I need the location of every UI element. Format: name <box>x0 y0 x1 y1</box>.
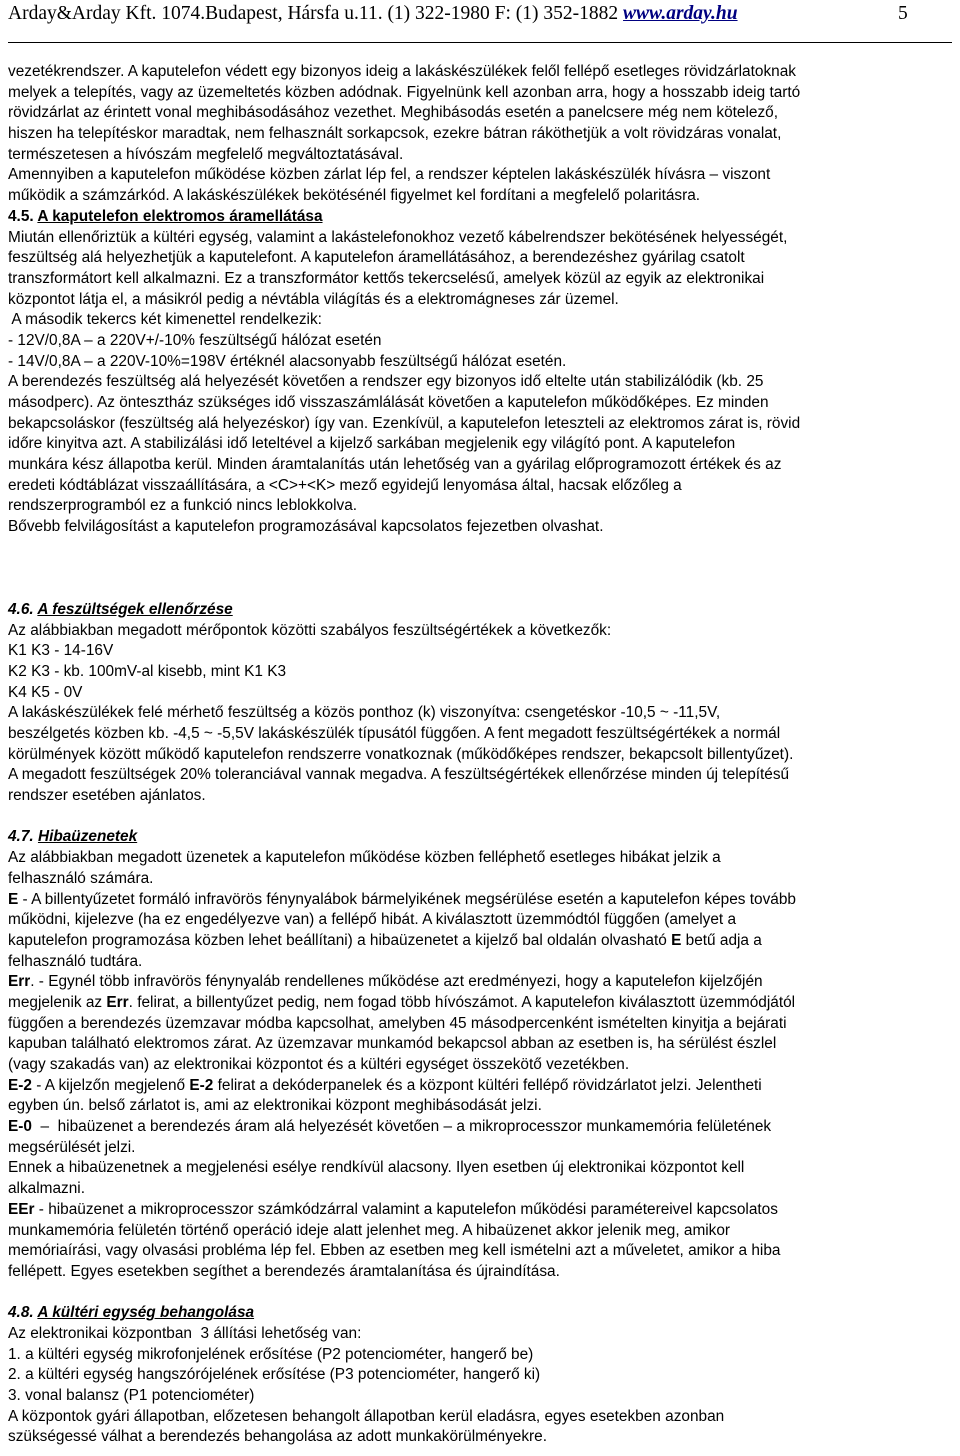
error-eer-line <box>8 1200 952 1221</box>
page-header <box>8 2 952 26</box>
text-line: időre kinyitva azt. A stabilizálási idő leteltével a kijelző sarkában megjelenik egy világító pont. A kaputelefon <box>8 435 736 453</box>
section-heading <box>8 1303 952 1324</box>
text-line: központot látja el, a másikról pedig a névtábla világítás és a elektromágneses zár üzemel. <box>8 290 619 308</box>
text-line: K4 K5 - 0V <box>8 683 83 701</box>
text-line: A második tekercs két kimenettel rendelkezik: <box>8 311 322 329</box>
section-4-5 <box>8 207 952 538</box>
section-number: 4.8. <box>8 1304 38 1322</box>
error-err-line <box>8 972 952 993</box>
text-line: bekapcsoláskor (feszültség alá helyezéskor) így van. Ezenkívül, a kaputelefon leteszteli az elektromos zárat is, rövid <box>8 414 801 432</box>
text-line: Az elektronikai központban 3 állítási lehetőség van: <box>8 1324 362 1342</box>
text-line: függően a berendezés üzemzavar módba kapcsolhat, amelyben 45 másodpercenként ismételten kinyitja a bejárati <box>8 1014 787 1032</box>
text-line: Bővebb felvilágosítást a kaputelefon programozásával kapcsolatos fejezetben olvashat. <box>8 518 604 536</box>
section-title: A kaputelefon elektromos áramellátása <box>37 207 323 225</box>
text-line: K1 K3 - 14-16V <box>8 642 114 660</box>
text-line: alkalmazni. <box>8 1180 85 1198</box>
text-line <box>8 993 952 1014</box>
text-span: – hibaüzenet a berendezés áram alá helyezését követően – a mikroprocesszor munkamemória felületének <box>31 1118 772 1136</box>
text-line: felhasználó számára. <box>8 869 154 887</box>
spacer <box>8 807 952 828</box>
text-line: Ennek a hibaüzenetnek a megjelenési esélye rendkívül alacsony. Ilyen esetben új elektronikai központot kell <box>8 1159 745 1177</box>
text-line: - 12V/0,8A – a 220V+/-10% feszültségű hálózat esetén <box>8 331 382 349</box>
text-line: A berendezés feszültség alá helyezését követően a rendszer egy bizonyos idő eltelte után stabilizálódik (kb. 25 <box>8 373 764 391</box>
text-line: memóriaírási, vagy olvasási probléma lép fel. Ebben az esetben meg kell ismételni azt a műveletet, amikor a hiba <box>8 1242 781 1260</box>
spacer <box>8 579 952 600</box>
text-line: szükségessé válhat a berendezés behangolása az adott munkakörülményekre. <box>8 1428 548 1446</box>
section-number: 4.7. <box>8 828 38 846</box>
text-line: Amennyiben a kaputelefon működése közben zárlat lép fel, a rendszer képtelen lakáskészülék hívásra – viszont <box>8 166 771 184</box>
text-line: vezetékrendszer. A kaputelefon védett egy bizonyos ideig a lakáskészülékek felől fellépő esetleges rövidzárlatoknak <box>8 63 796 80</box>
text-span: . felirat, a billentyűzet pedig, nem fogad több hívószámot. A kaputelefon kiválasztott üzemmódjától <box>128 993 796 1011</box>
intro-paragraph <box>8 62 952 207</box>
document-body <box>8 62 952 1448</box>
text-line: munkára kész állapotba kerül. Minden áramtalanítás után lehetőség van a gyárilag előprogramozott értékek és az <box>8 456 782 474</box>
text-line: hiszen ha telepítéskor maradtak, nem felhasznált sorkapcsok, ezekre bátran ráköthetjük a volt rövidzáras vonalat, <box>8 125 782 143</box>
text-line: A lakáskészülékek felé mérhető feszültség a közös ponthoz (k) viszonyítva: csengetéskor -10,5 ~ -11,5V, <box>8 704 721 722</box>
text-line: működik a számzárkód. A lakáskészülékek bekötésénél figyelmet kel fordítani a megfelelő polaritásra. <box>8 187 701 205</box>
error-code: E-2 <box>189 1076 214 1094</box>
error-e2-line <box>8 1076 952 1097</box>
text-line: A központok gyári állapotban, előzetesen behangolt állapotban kerül eladásra, egyes esetekben azonban <box>8 1407 725 1425</box>
section-title: Hibaüzenetek <box>37 828 138 846</box>
error-code: E-0 <box>8 1118 32 1136</box>
section-title: A kültéri egység behangolása <box>37 1304 255 1322</box>
text-line: természetesen a hívószám megfelelő megváltoztatásával. <box>8 145 404 163</box>
section-number: 4.5. <box>8 207 38 225</box>
error-e0-line <box>8 1117 952 1138</box>
error-code: E <box>8 890 19 908</box>
page-number: 5 <box>898 3 908 24</box>
error-code: EEr <box>8 1200 35 1218</box>
text-line: egyben ún. belső zárlatot is, ami az elektronikai központ meghibásodását jelzi. <box>8 1097 542 1115</box>
text-line: feszültség alá helyezhetjük a kaputelefont. A kaputelefon áramellátásához, a berendezéshez gyárilag csatolt <box>8 249 745 267</box>
spacer <box>8 538 952 559</box>
section-heading <box>8 827 952 848</box>
text-span: betű adja a <box>681 931 762 949</box>
text-line: Az alábbiakban megadott mérőpontok közötti szabályos feszültségértékek a következők: <box>8 621 612 639</box>
section-heading <box>8 600 952 621</box>
section-4-6 <box>8 600 952 807</box>
text-line: rendszerprogramból ez a funkció nincs leblokkolva. <box>8 497 358 515</box>
text-span: . - Egynél több infravörös fénynyaláb rendellenes működése azt eredményezi, hogy a kaputelefon kijelzőjén <box>30 973 763 991</box>
text-span: megjelenik az <box>8 993 107 1011</box>
text-line: 2. a kültéri egység hangszórójelének erősítése (P3 potenciométer, hangerő ki) <box>8 1366 541 1384</box>
header-divider <box>8 42 952 43</box>
text-line: kapuban található elektromos zárat. Az üzemzavar munkamód bekapcsol abban az esetben is, ha sérülést észlel <box>8 1035 777 1053</box>
text-line: körülmények között működő kaputelefon rendszerre vonatkoznak (működőképes rendszer, bekapcsolt billentyűzet). <box>8 745 794 763</box>
spacer <box>8 559 952 580</box>
text-span: - A kijelzőn megjelenő <box>31 1076 190 1094</box>
text-line: Az alábbiakban megadott üzenetek a kaputelefon működése közben felléphető esetleges hibákat jelzik a <box>8 849 721 867</box>
text-line: transzformátort kell alkalmazni. Ez a transzformátor kettős tekercselésű, amelyek közül az egyik az elektronikai <box>8 269 765 287</box>
error-code: Err <box>8 973 31 991</box>
text-line: munkamemória felületén történő operáció ideje alatt jelenhet meg. A hibaüzenet akkor jelenik meg, amikor <box>8 1221 731 1239</box>
website-link[interactable]: www.arday.hu <box>623 3 738 24</box>
text-span: felirat a dekóderpanelek és a központ kültéri fellépő rövidzárlatot jelzi. Jelentheti <box>213 1076 762 1094</box>
section-title: A feszültségek ellenőrzése <box>37 600 233 618</box>
text-line: - 14V/0,8A – a 220V-10%=198V értéknél alacsonyabb feszültségű hálózat esetén. <box>8 352 567 370</box>
section-heading <box>8 207 952 228</box>
text-line: beszélgetés közben kb. -4,5 ~ -5,5V lakáskészülék típusától függően. A fent megadott feszültségértékek a normál <box>8 725 781 742</box>
text-line: rendszer esetében ajánlatos. <box>8 787 206 805</box>
text-line: eredeti kódtáblázat visszaállítására, a <C>+<K> mező egyidejű lenyomása által, hacsak előzőleg a <box>8 476 682 494</box>
spacer <box>8 1283 952 1304</box>
text-line: rövidzárlat az érintett vonal meghibásodásához vezethet. Meghibásodás esetén a panelcsere még nem kötelező, <box>8 104 778 122</box>
error-code: E <box>671 931 682 949</box>
text-line: 1. a kültéri egység mikrofonjelének erősítése (P2 potenciométer, hangerő be) <box>8 1345 534 1363</box>
error-code: E-2 <box>8 1076 32 1094</box>
text-line: A megadott feszültségek 20% toleranciával vannak megadva. A feszültségértékek ellenőrzése minden új telepítésű <box>8 766 790 784</box>
text-line: másodperc). Az öntesztház szükséges idő visszaszámlálását követően a kaputelefon működőképes. Ez minden <box>8 394 769 411</box>
section-4-7 <box>8 827 952 1282</box>
text-line: Miután ellenőriztük a kültéri egység, valamint a lakástelefonokhoz vezető kábelrendszer bekötésének helyességét, <box>8 228 788 246</box>
text-line: melyek a telepítés, vagy az üzemeltetés közben adódnak. Figyelnünk kell azonban arra, hogy a hosszabb ideig tartó <box>8 83 801 101</box>
text-line <box>8 931 952 952</box>
text-span: - A billentyűzetet formáló infravörös fénynyalábok bármelyikének megsérülése esetén a kaputelefon képes tovább <box>18 890 796 908</box>
text-line: működni, kijelezve (ha ez engedélyezve van) a fellépő hibát. A kiválasztott üzemmódtól függően (amelyet a <box>8 911 737 929</box>
company-info: Arday&Arday Kft. 1074.Budapest, Hársfa u.11. (1) 322-1980 F: (1) 352-1882 <box>8 3 624 24</box>
text-line: 3. vonal balansz (P1 potenciométer) <box>8 1387 255 1404</box>
text-line: megsérülését jelzi. <box>8 1138 136 1156</box>
section-4-8 <box>8 1303 952 1448</box>
text-span: - hibaüzenet a mikroprocesszor számkódzárral valamint a kaputelefon működési paramétereivel kapcsolatos <box>34 1200 778 1218</box>
text-line: (vagy szakadás van) az elektronikai központot és a kültéri egységet összekötő vezetékben. <box>8 1056 630 1073</box>
error-code: Err <box>106 993 129 1011</box>
text-span: kaputelefon programozása közben lehet beállítani) a hibaüzenetet a kijelző bal oldalán olvasható <box>8 931 672 949</box>
text-line: fellépett. Egyes esetekben segíthet a berendezés áramtalanítása és újraindítása. <box>8 1262 560 1280</box>
text-line: K2 K3 - kb. 100mV-al kisebb, mint K1 K3 <box>8 662 287 680</box>
text-line: felhasználó tudtára. <box>8 952 143 970</box>
error-e-line <box>8 890 952 911</box>
section-number: 4.6. <box>8 600 38 618</box>
